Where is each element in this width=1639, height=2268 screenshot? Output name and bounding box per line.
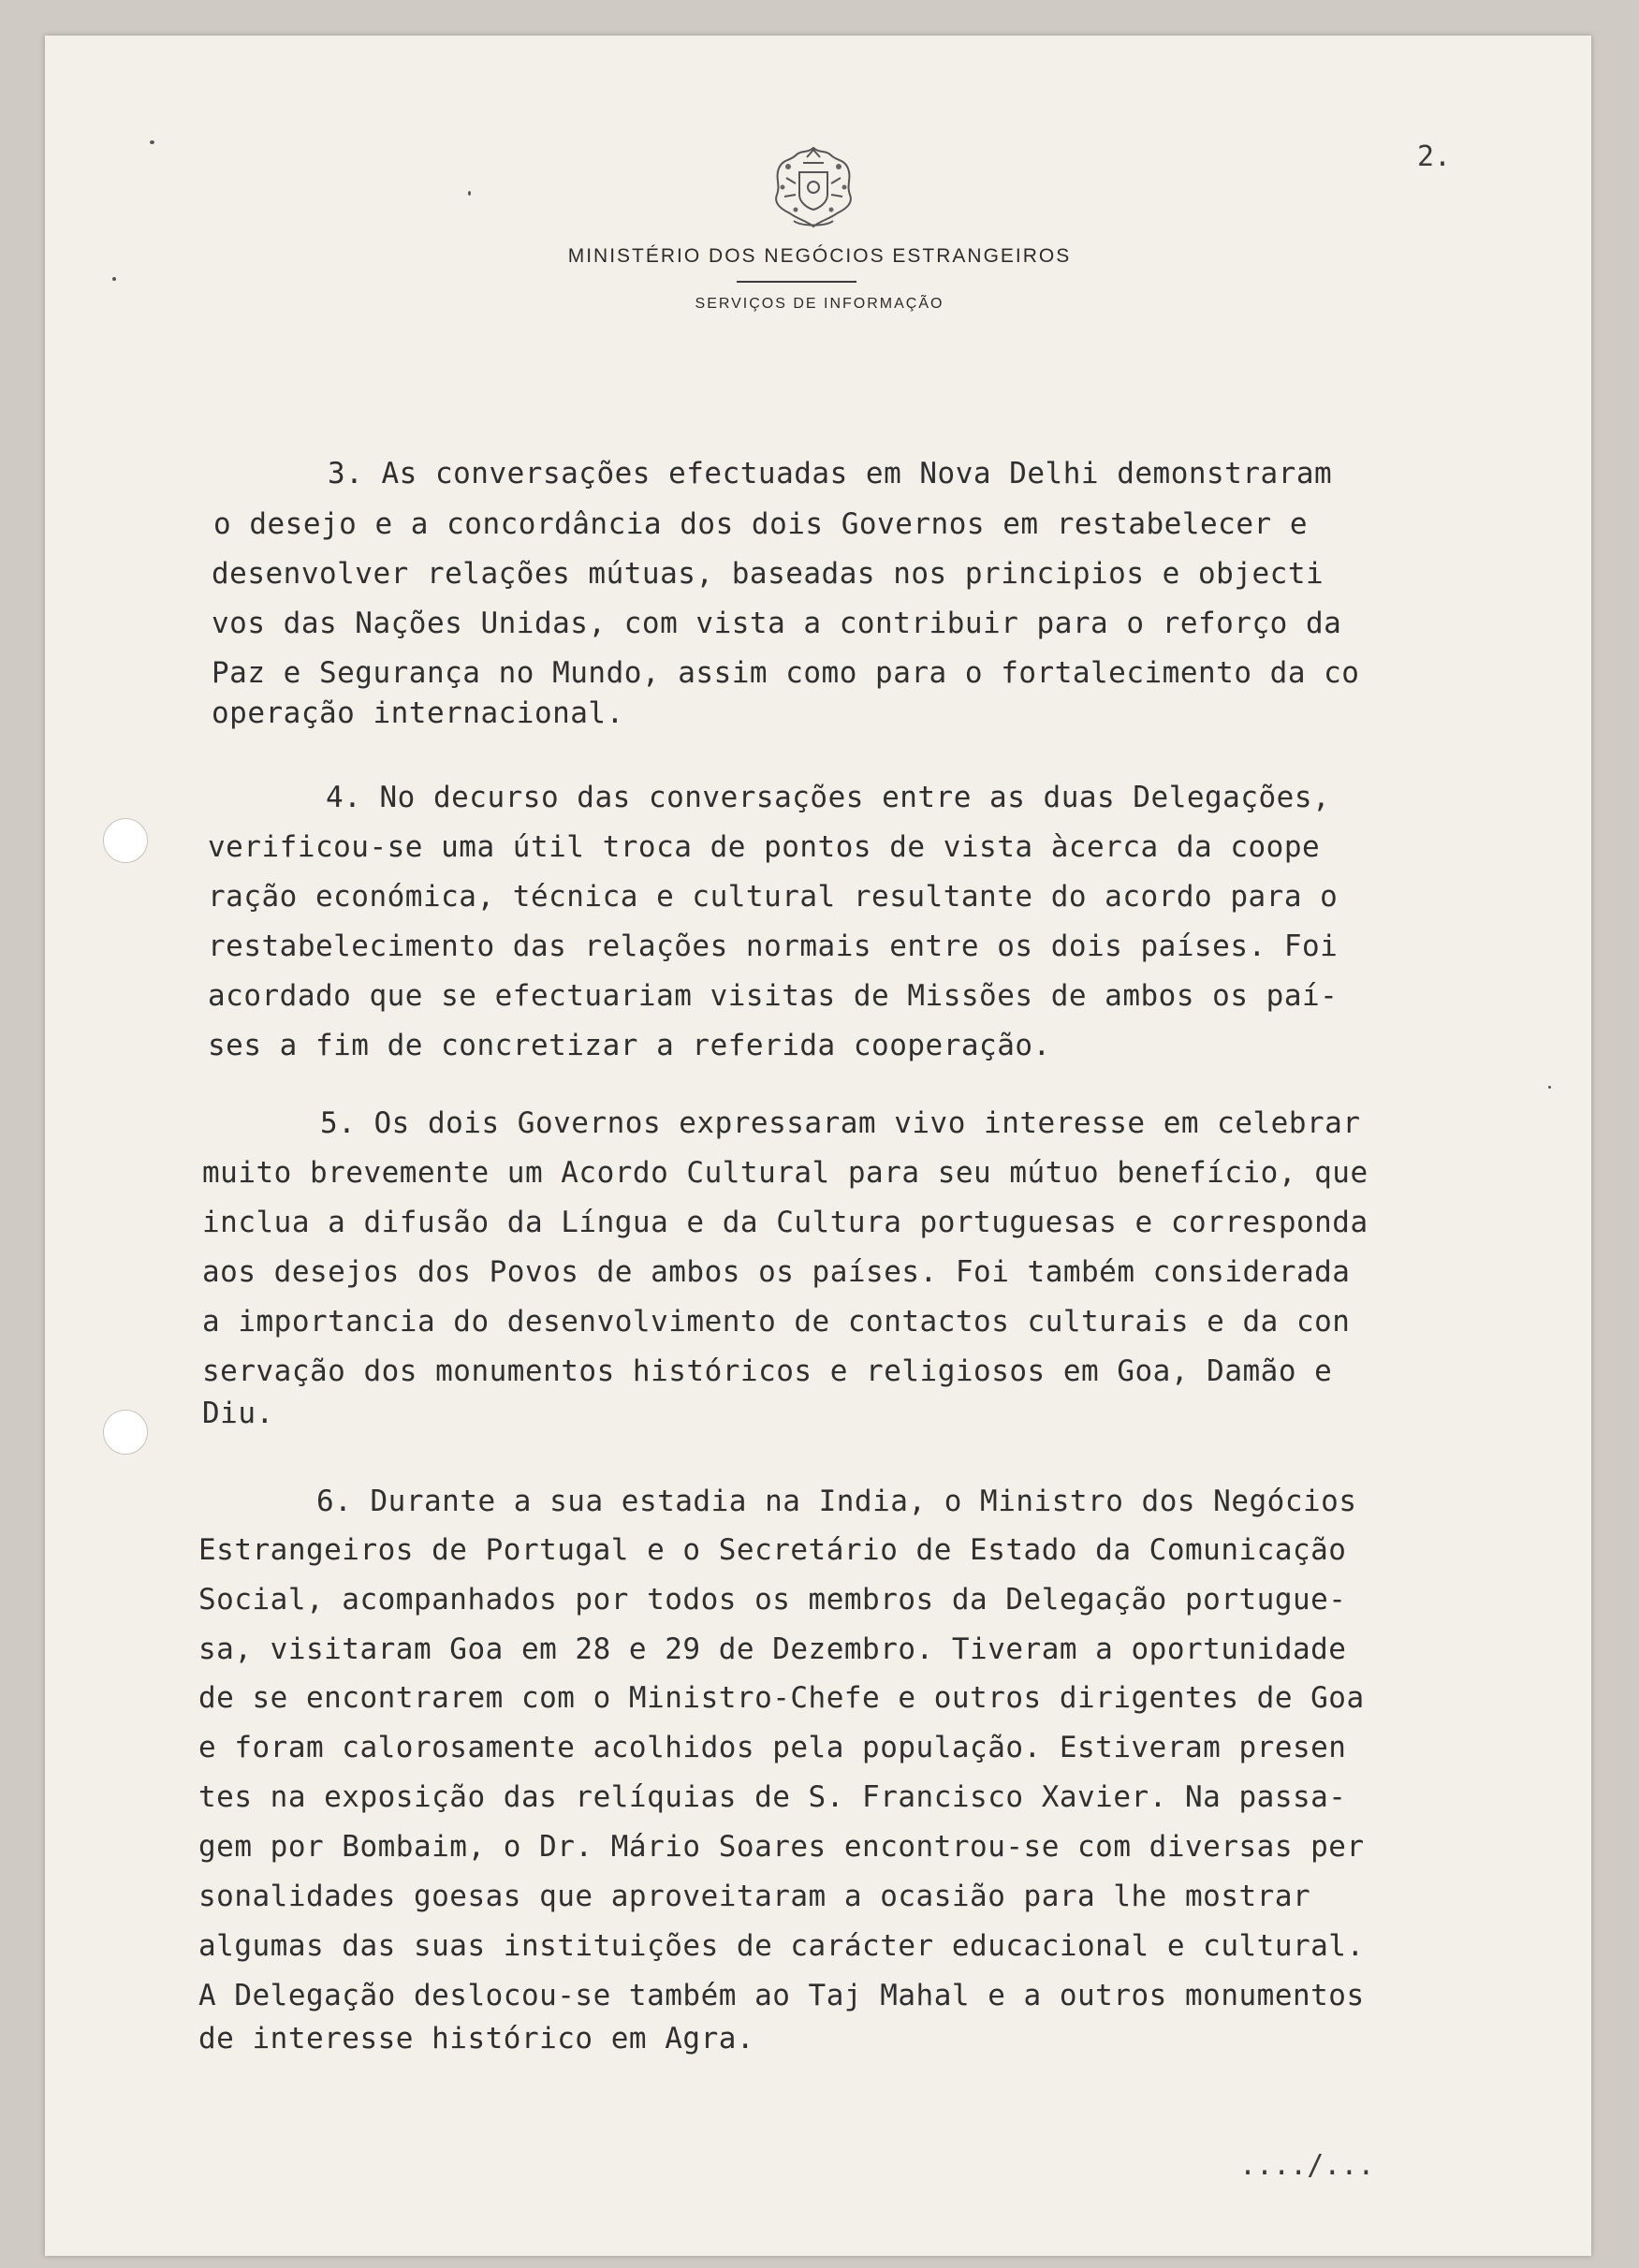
- text-line: A Delegação deslocou-se também ao Taj Mahal e a outros monumentos: [198, 1979, 1365, 2012]
- punch-hole-top: [103, 818, 148, 863]
- coat-of-arms-icon: [758, 140, 869, 234]
- text-line: desenvolver relações mútuas, baseadas nos principios e objecti: [212, 557, 1324, 591]
- text-line: ração económica, técnica e cultural resultante do acordo para o: [208, 880, 1339, 914]
- text-line: vos das Nações Unidas, com vista a contribuir para o reforço da: [212, 607, 1342, 640]
- text-line: algumas das suas instituições de carácter educacional e cultural.: [198, 1929, 1365, 1963]
- punch-hole-bottom: [103, 1410, 148, 1455]
- text-line: inclua a difusão da Língua e da Cultura portuguesas e corresponda: [202, 1206, 1368, 1239]
- text-line: e foram calorosamente acolhidos pela população. Estiveram presen: [198, 1731, 1347, 1764]
- text-line: de se encontrarem com o Ministro-Chefe e outros dirigentes de Goa: [198, 1681, 1365, 1715]
- page-number: 2.: [1417, 140, 1452, 173]
- text-line: 3. As conversações efectuadas em Nova Delhi demonstraram: [328, 457, 1333, 490]
- heading-divider: [737, 281, 856, 283]
- text-line: ses a fim de concretizar a referida cooperação.: [208, 1029, 1051, 1062]
- text-line: Social, acompanhados por todos os membros da Delegação portugue-: [198, 1583, 1347, 1617]
- continuation-mark: ..../...: [1239, 2149, 1375, 2182]
- ministry-heading: MINISTÉRIO DOS NEGÓCIOS ESTRANGEIROS: [567, 245, 1072, 267]
- paper-speck: [1548, 1086, 1551, 1089]
- text-line: Estrangeiros de Portugal e o Secretário de Estado da Comunicação: [198, 1533, 1347, 1567]
- text-line: restabelecimento das relações normais entre os dois países. Foi: [208, 929, 1339, 963]
- text-line: o desejo e a concordância dos dois Governos em restabelecer e: [213, 507, 1308, 541]
- text-line: 5. Os dois Governos expressaram vivo interesse em celebrar: [320, 1106, 1361, 1140]
- text-line: a importancia do desenvolvimento de contactos culturais e da con: [202, 1305, 1351, 1339]
- document-page: [45, 36, 1591, 2256]
- text-line: acordado que se efectuariam visitas de Missões de ambos os paí-: [208, 979, 1339, 1013]
- text-line: tes na exposição das relíquias de S. Francisco Xavier. Na passa-: [198, 1780, 1347, 1814]
- paper-speck: [150, 140, 154, 144]
- service-subheading: SERVIÇOS DE INFORMAÇÃO: [695, 296, 944, 312]
- paper-speck: [468, 191, 471, 196]
- text-line: Paz e Segurança no Mundo, assim como para o fortalecimento da co: [212, 656, 1360, 690]
- text-line: aos desejos dos Povos de ambos os países. Foi também considerada: [202, 1255, 1351, 1289]
- text-line: 6. Durante a sua estadia na India, o Ministro dos Negócios: [316, 1485, 1357, 1518]
- text-line: verificou-se uma útil troca de pontos de vista àcerca da coope: [208, 830, 1321, 864]
- text-line: operação internacional.: [212, 696, 624, 730]
- text-line: Diu.: [202, 1397, 274, 1430]
- text-line: 4. No decurso das conversações entre as duas Delegações,: [326, 781, 1331, 814]
- text-line: gem por Bombaim, o Dr. Mário Soares encontrou-se com diversas per: [198, 1830, 1365, 1864]
- text-line: sa, visitaram Goa em 28 e 29 de Dezembro. Tiveram a oportunidade: [198, 1632, 1347, 1666]
- text-line: muito brevemente um Acordo Cultural para seu mútuo benefício, que: [202, 1156, 1368, 1190]
- text-line: de interesse histórico em Agra.: [198, 2022, 755, 2056]
- text-line: servação dos monumentos históricos e religiosos em Goa, Damão e: [202, 1354, 1333, 1388]
- text-line: sonalidades goesas que aproveitaram a ocasião para lhe mostrar: [198, 1880, 1311, 1913]
- paper-speck: [112, 277, 116, 281]
